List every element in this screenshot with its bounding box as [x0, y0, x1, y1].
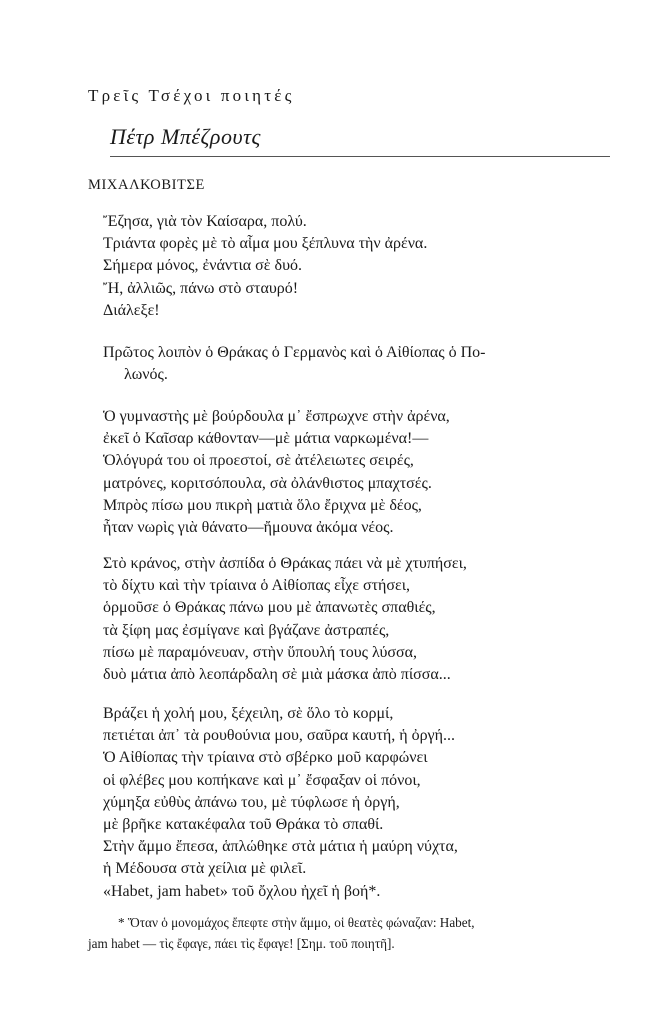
footnote: [88, 912, 613, 954]
poem-line: ἐκεῖ ὁ Καῖσαρ κάθονταν—μὲ μάτια ναρκωμένα!—: [103, 430, 429, 448]
poem-line: ματρόνες, κοριτσόπουλα, σὰ ὀλάνθιστος μπαχτσές.: [103, 474, 432, 492]
footnote-line: jam habet — τὶς ἔφαγε, πάει τὶς ἔφαγε! [Σημ. τοῦ ποιητῆ].: [88, 936, 395, 951]
footnote-line: * Ὅταν ὁ μονομάχος ἔπεφτε στὴν ἄμμο, οἱ θεατὲς φώναζαν: Habet,: [118, 915, 475, 930]
poem-line: ἦταν νωρὶς γιὰ θάνατο—ἤμουνα ἀκόμα νέος.: [103, 519, 394, 537]
poem-line: ἡ Μέδουσα στὰ χείλια μὲ φιλεῖ.: [103, 860, 307, 878]
poem-line-continuation: λωνός.: [124, 366, 168, 384]
poem-line: οἱ φλέβες μου κοπήκανε καὶ μ᾽ ἔσφαξαν οἱ πόνοι,: [103, 771, 421, 789]
stanza-5: [103, 703, 458, 903]
poem-line: πετιέται ἀπ᾽ τὰ ρουθούνια μου, σαῦρα καυτή, ἡ ὀργή...: [103, 727, 455, 745]
poem-line: Ἔζησα, γιὰ τὸν Καίσαρα, πολύ.: [103, 213, 307, 230]
poem-line: τὸ δίχτυ καὶ τὴν τρίαινα ὁ Αἰθίοπας εἶχε στήσει,: [103, 577, 411, 595]
poem-line: Στὴν ἄμμο ἔπεσα, ἁπλώθηκε στὰ μάτια ἡ μαύρη νύχτα,: [103, 838, 458, 856]
poem-line: ὁρμοῦσε ὁ Θράκας πάνω μου μὲ ἀπανωτὲς σπαθιές,: [103, 599, 436, 617]
stanza-3: [103, 406, 450, 539]
poem-line: μὲ βρῆκε κατακέφαλα τοῦ Θράκα τὸ σπαθί.: [103, 816, 384, 834]
poem-line: «Habet, jam habet» τοῦ ὄχλου ἠχεῖ ἡ βοή*.: [103, 882, 381, 900]
poem-line: Πρῶτος λοιπὸν ὁ Θράκας ὁ Γερμανὸς καὶ ὁ Αἰθίοπας ὁ Πο-: [103, 344, 486, 361]
poem-line: Ὁ γυμναστὴς μὲ βούρδουλα μ᾽ ἔσπρωχνε στὴν ἀρένα,: [103, 408, 450, 425]
stanza-1: [103, 211, 427, 322]
poem-line: τὰ ξίφη μας ἐσμίγανε καὶ βγάζανε ἀστραπές,: [103, 621, 390, 639]
poem-line: Στὸ κράνος, στὴν ἀσπίδα ὁ Θράκας πάει νὰ μὲ χτυπήσει,: [103, 555, 467, 572]
poem-line: δυὸ μάτια ἀπὸ λεοπάρδαλη σὲ μιὰ μάσκα ἀπὸ πίσσα...: [103, 666, 451, 684]
poem-line: Ἤ, ἀλλιῶς, πάνω στὸ σταυρό!: [103, 279, 299, 297]
poem-line: Σήμερα μόνος, ἐνάντια σὲ δυό.: [103, 257, 302, 275]
poem-line: Τριάντα φορὲς μὲ τὸ αἷμα μου ξέπλυνα τὴν ἀρένα.: [103, 235, 428, 253]
author-name: Πέτρ Μπέζρουτς: [110, 124, 261, 149]
poem-line: χύμηξα εὐθὺς ἀπάνω του, μὲ τύφλωσε ἡ ὀργή,: [103, 793, 400, 811]
poem-line: Βράζει ἡ χολή μου, ξέχειλη, σὲ ὅλο τὸ κορμί,: [103, 705, 394, 722]
running-head: Τρεῖς Τσέχοι ποιητές: [88, 86, 295, 105]
author-underline-rule: [110, 156, 610, 157]
poem-title: ΜΙΧΑΛΚΟΒΙΤΣΕ: [88, 177, 205, 193]
stanza-2: [103, 342, 486, 386]
poem-line: Ὁλόγυρά του οἱ προεστοί, σὲ ἀτέλειωτες σειρές,: [103, 452, 414, 470]
poem-line: πίσω μὲ παραμόνευαν, στὴν ὕπουλή τους λύσσα,: [103, 643, 418, 661]
poem-line: Ὁ Αἰθίοπας τὴν τρίαινα στὸ σβέρκο μοῦ καρφώνει: [103, 749, 428, 767]
poem-line: Μπρὸς πίσω μου πικρὴ ματιὰ ὅλο ἔριχνα μὲ δέος,: [103, 496, 422, 514]
stanza-4: [103, 553, 467, 686]
poem-line: Διάλεξε!: [103, 301, 160, 319]
